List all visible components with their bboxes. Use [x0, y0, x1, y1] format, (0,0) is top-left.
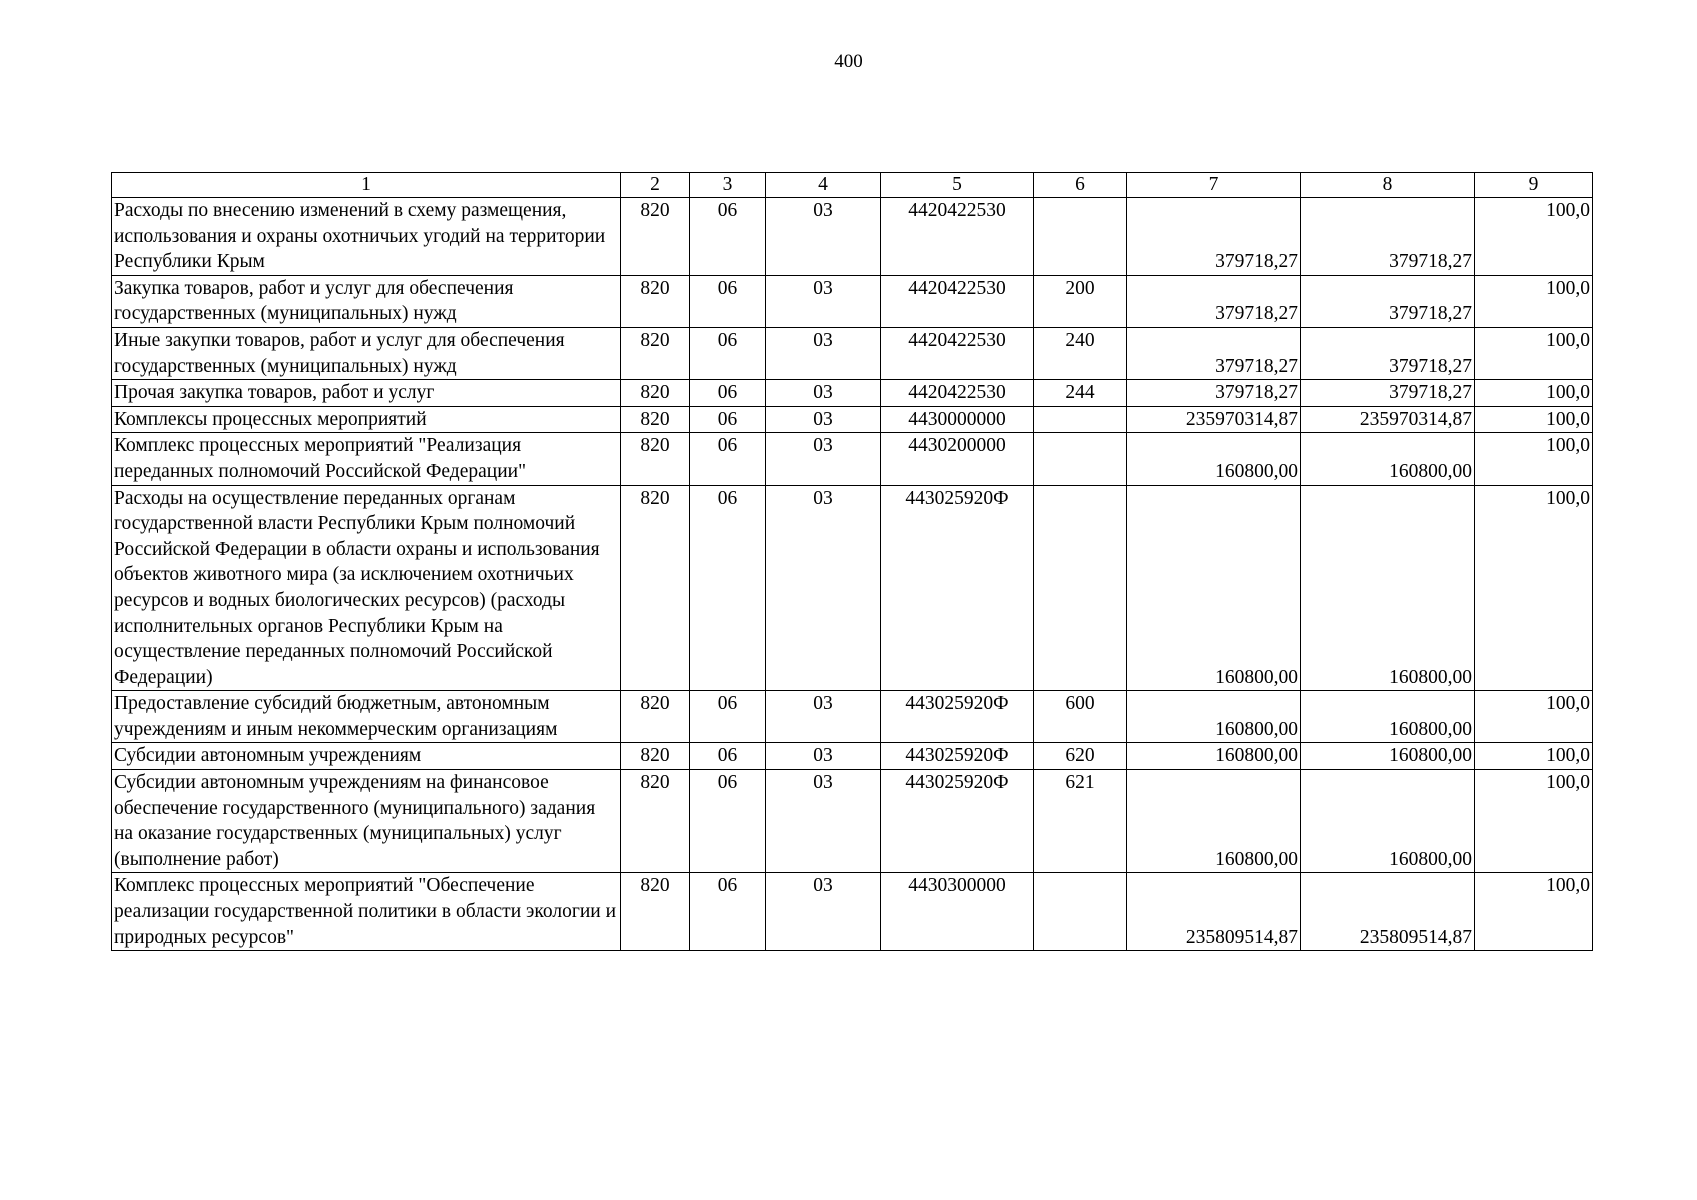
- row-target-article: 4420422530: [881, 380, 1034, 407]
- row-executed-amount: 235809514,87: [1301, 873, 1475, 951]
- row-expense-type: 200: [1034, 275, 1127, 327]
- table-row: [112, 327, 1593, 379]
- row-executed-amount: 379718,27: [1301, 198, 1475, 276]
- table-row: [112, 770, 1593, 873]
- row-execution-percent: 100,0: [1475, 743, 1593, 770]
- row-admin-code: 820: [621, 873, 690, 951]
- row-admin-code: 820: [621, 743, 690, 770]
- row-approved-amount: 160800,00: [1127, 691, 1301, 743]
- row-executed-amount: 379718,27: [1301, 380, 1475, 407]
- page-number: 400: [834, 51, 863, 72]
- header-col-7: 7: [1127, 173, 1301, 198]
- budget-table: [111, 172, 1593, 951]
- row-approved-amount: 379718,27: [1127, 275, 1301, 327]
- row-executed-amount: 379718,27: [1301, 275, 1475, 327]
- row-target-article: 443025920Ф: [881, 743, 1034, 770]
- row-section: 06: [690, 380, 766, 407]
- row-expense-type: 600: [1034, 691, 1127, 743]
- row-name: Прочая закупка товаров, работ и услуг: [112, 380, 621, 407]
- row-subsection: 03: [766, 406, 881, 433]
- row-target-article: 443025920Ф: [881, 485, 1034, 691]
- row-execution-percent: 100,0: [1475, 406, 1593, 433]
- row-target-article: 4430300000: [881, 873, 1034, 951]
- row-section: 06: [690, 433, 766, 485]
- row-executed-amount: 160800,00: [1301, 485, 1475, 691]
- header-row: [112, 173, 1593, 198]
- table-row: [112, 743, 1593, 770]
- header-col-6: 6: [1034, 173, 1127, 198]
- row-name: Закупка товаров, работ и услуг для обеспечения государственных (муниципальных) нужд: [112, 275, 621, 327]
- row-name: Иные закупки товаров, работ и услуг для обеспечения государственных (муниципальных) нужд: [112, 327, 621, 379]
- row-subsection: 03: [766, 770, 881, 873]
- row-approved-amount: 160800,00: [1127, 433, 1301, 485]
- row-admin-code: 820: [621, 770, 690, 873]
- row-execution-percent: 100,0: [1475, 485, 1593, 691]
- row-section: 06: [690, 743, 766, 770]
- row-target-article: 443025920Ф: [881, 770, 1034, 873]
- table-row: [112, 873, 1593, 951]
- row-execution-percent: 100,0: [1475, 433, 1593, 485]
- row-approved-amount: 160800,00: [1127, 485, 1301, 691]
- header-col-9: 9: [1475, 173, 1593, 198]
- row-execution-percent: 100,0: [1475, 380, 1593, 407]
- row-expense-type: [1034, 433, 1127, 485]
- row-executed-amount: 379718,27: [1301, 327, 1475, 379]
- row-subsection: 03: [766, 485, 881, 691]
- table-body: [112, 173, 1593, 951]
- row-execution-percent: 100,0: [1475, 327, 1593, 379]
- row-subsection: 03: [766, 327, 881, 379]
- row-executed-amount: 160800,00: [1301, 691, 1475, 743]
- header-col-3: 3: [690, 173, 766, 198]
- row-admin-code: 820: [621, 380, 690, 407]
- row-name: Субсидии автономным учреждениям на финансовое обеспечение государственного (муниципального) задания на оказание государственных (муниципальных) услуг (выполнение работ): [112, 770, 621, 873]
- row-expense-type: 244: [1034, 380, 1127, 407]
- row-executed-amount: 160800,00: [1301, 770, 1475, 873]
- row-approved-amount: 379718,27: [1127, 380, 1301, 407]
- table-row: [112, 433, 1593, 485]
- table-row: [112, 691, 1593, 743]
- row-admin-code: 820: [621, 198, 690, 276]
- row-name: Субсидии автономным учреждениям: [112, 743, 621, 770]
- row-admin-code: 820: [621, 691, 690, 743]
- row-section: 06: [690, 198, 766, 276]
- table-row: [112, 198, 1593, 276]
- row-target-article: 4420422530: [881, 275, 1034, 327]
- row-target-article: 4430000000: [881, 406, 1034, 433]
- row-target-article: 4430200000: [881, 433, 1034, 485]
- row-name: Комплексы процессных мероприятий: [112, 406, 621, 433]
- row-admin-code: 820: [621, 485, 690, 691]
- row-approved-amount: 379718,27: [1127, 327, 1301, 379]
- row-name: Расходы на осуществление переданных органам государственной власти Республики Крым полномочий Российской Федерации в области охраны и использования объектов животного мира (за исключением охотничьих ресурсов и водных биологических ресурсов) (расходы исполнительных органов Республики Крым на осуществление переданных полномочий Российской Федерации): [112, 485, 621, 691]
- row-expense-type: [1034, 485, 1127, 691]
- row-name: Расходы по внесению изменений в схему размещения, использования и охраны охотничьих угодий на территории Республики Крым: [112, 198, 621, 276]
- row-admin-code: 820: [621, 406, 690, 433]
- row-expense-type: [1034, 406, 1127, 433]
- row-section: 06: [690, 691, 766, 743]
- row-section: 06: [690, 275, 766, 327]
- row-target-article: 443025920Ф: [881, 691, 1034, 743]
- row-admin-code: 820: [621, 275, 690, 327]
- row-subsection: 03: [766, 380, 881, 407]
- row-subsection: 03: [766, 275, 881, 327]
- row-executed-amount: 160800,00: [1301, 743, 1475, 770]
- row-section: 06: [690, 770, 766, 873]
- row-approved-amount: 160800,00: [1127, 770, 1301, 873]
- row-expense-type: [1034, 873, 1127, 951]
- row-subsection: 03: [766, 691, 881, 743]
- row-admin-code: 820: [621, 433, 690, 485]
- row-subsection: 03: [766, 433, 881, 485]
- row-approved-amount: 379718,27: [1127, 198, 1301, 276]
- table-row: [112, 275, 1593, 327]
- row-name: Предоставление субсидий бюджетным, автономным учреждениям и иным некоммерческим организациям: [112, 691, 621, 743]
- row-approved-amount: 235970314,87: [1127, 406, 1301, 433]
- row-section: 06: [690, 485, 766, 691]
- row-subsection: 03: [766, 873, 881, 951]
- table-row: [112, 380, 1593, 407]
- row-target-article: 4420422530: [881, 198, 1034, 276]
- header-col-8: 8: [1301, 173, 1475, 198]
- row-section: 06: [690, 406, 766, 433]
- row-name: Комплекс процессных мероприятий "Реализация переданных полномочий Российской Федерации": [112, 433, 621, 485]
- row-expense-type: [1034, 198, 1127, 276]
- row-admin-code: 820: [621, 327, 690, 379]
- header-col-2: 2: [621, 173, 690, 198]
- header-col-5: 5: [881, 173, 1034, 198]
- row-execution-percent: 100,0: [1475, 691, 1593, 743]
- row-executed-amount: 235970314,87: [1301, 406, 1475, 433]
- row-section: 06: [690, 327, 766, 379]
- row-expense-type: 620: [1034, 743, 1127, 770]
- row-expense-type: 240: [1034, 327, 1127, 379]
- row-executed-amount: 160800,00: [1301, 433, 1475, 485]
- row-approved-amount: 160800,00: [1127, 743, 1301, 770]
- row-subsection: 03: [766, 743, 881, 770]
- row-execution-percent: 100,0: [1475, 770, 1593, 873]
- header-col-1: 1: [112, 173, 621, 198]
- row-execution-percent: 100,0: [1475, 198, 1593, 276]
- table-row: [112, 406, 1593, 433]
- row-approved-amount: 235809514,87: [1127, 873, 1301, 951]
- table-row: [112, 485, 1593, 691]
- row-expense-type: 621: [1034, 770, 1127, 873]
- row-execution-percent: 100,0: [1475, 275, 1593, 327]
- row-section: 06: [690, 873, 766, 951]
- row-target-article: 4420422530: [881, 327, 1034, 379]
- row-subsection: 03: [766, 198, 881, 276]
- row-name: Комплекс процессных мероприятий "Обеспечение реализации государственной политики в области экологии и природных ресурсов": [112, 873, 621, 951]
- header-col-4: 4: [766, 173, 881, 198]
- row-execution-percent: 100,0: [1475, 873, 1593, 951]
